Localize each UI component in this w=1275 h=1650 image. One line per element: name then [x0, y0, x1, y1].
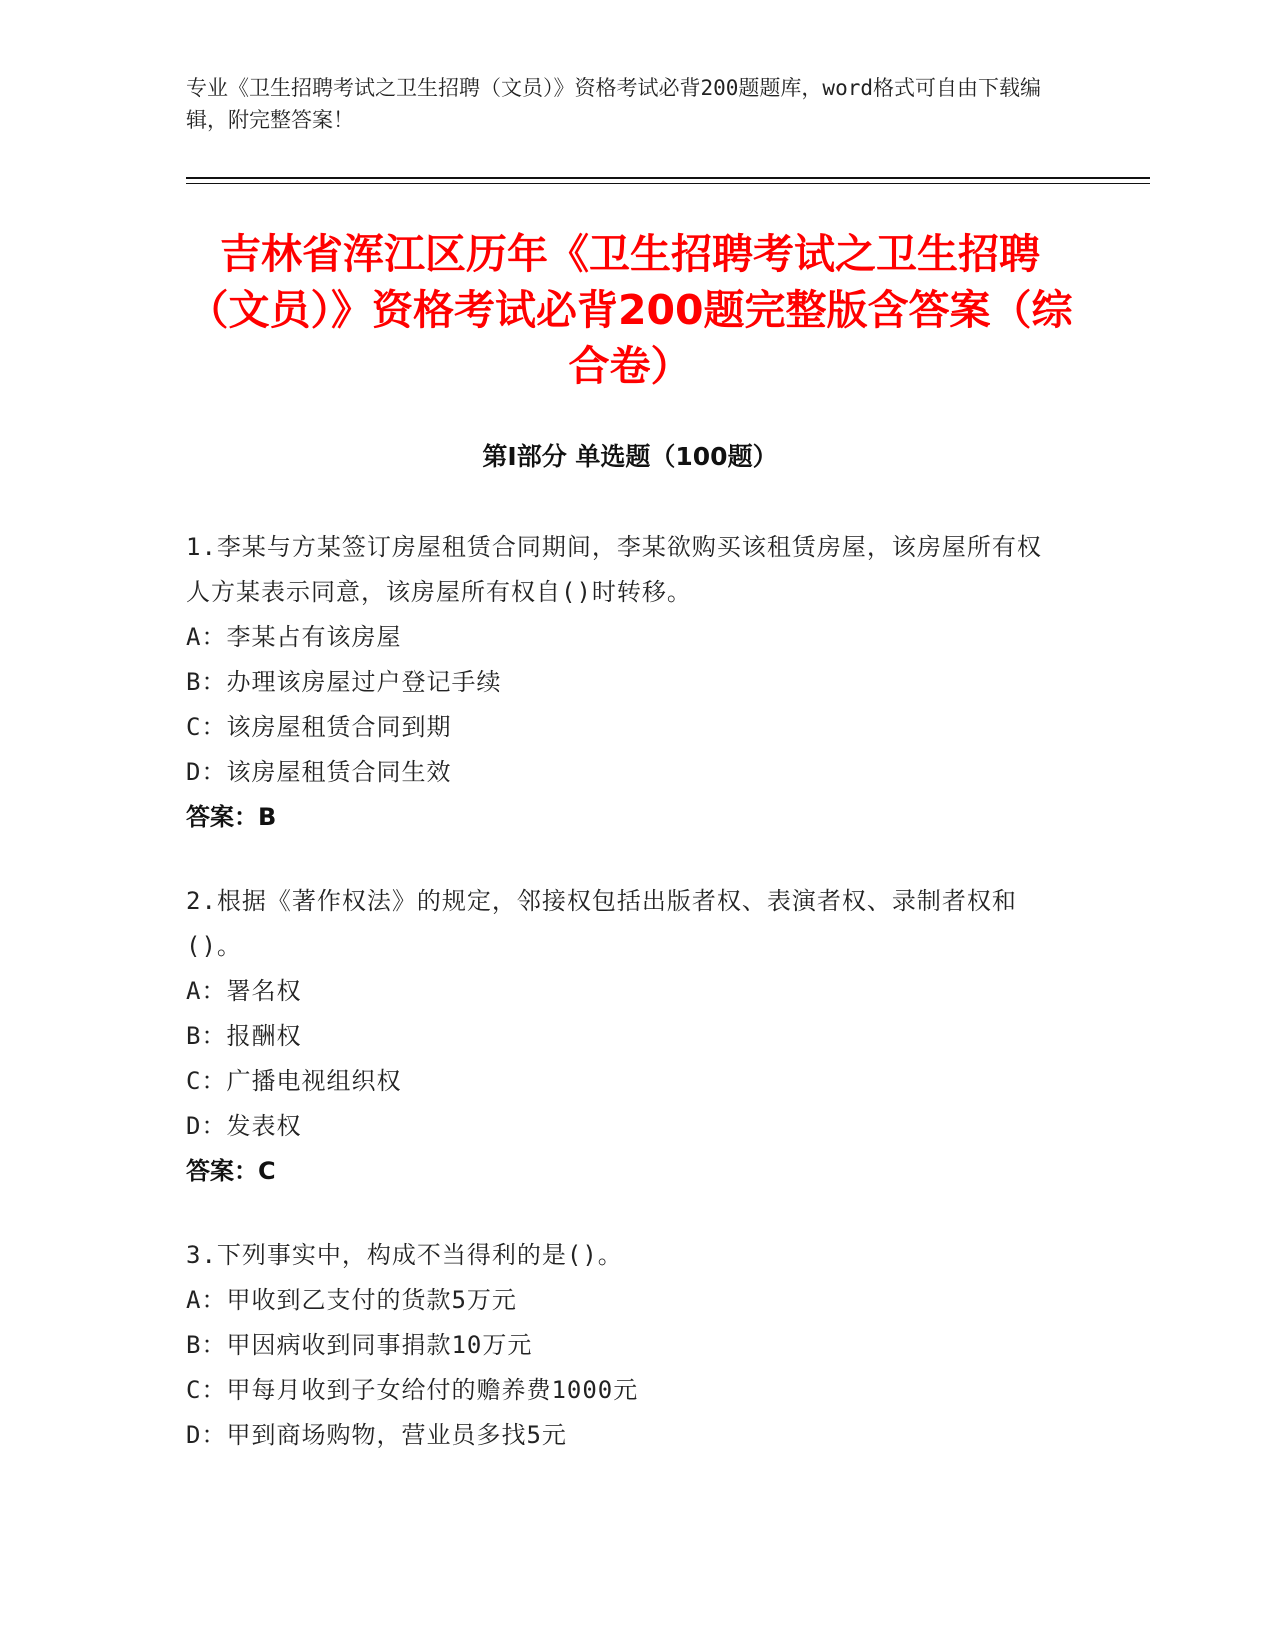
- option-c: C：甲每月收到子女给付的赡养费1000元: [186, 1376, 639, 1404]
- option-d: D：该房屋租赁合同生效: [186, 758, 452, 786]
- answer: 答案：C: [186, 1157, 276, 1185]
- answer: 答案：B: [186, 803, 277, 831]
- option-a: A：李某占有该房屋: [186, 623, 402, 651]
- header-rule-thin: [186, 183, 1150, 184]
- question-3: [186, 1233, 1066, 1458]
- question-stem: 3.下列事实中，构成不当得利的是()。: [186, 1241, 623, 1269]
- question-list: [186, 525, 1066, 1497]
- document-title: 吉林省浑江区历年《卫生招聘考试之卫生招聘（文员）》资格考试必背200题完整版含答案（综合卷）: [187, 230, 1073, 390]
- question-1: [186, 525, 1066, 840]
- option-d: D：甲到商场购物，营业员多找5元: [186, 1421, 567, 1449]
- section-title: 第Ⅰ部分 单选题（100题）: [482, 442, 778, 471]
- question-stem: 1.李某与方某签订房屋租赁合同期间，李某欲购买该租赁房屋，该房屋所有权人方某表示同意，该房屋所有权自()时转移。: [186, 533, 1042, 606]
- option-a: A：甲收到乙支付的货款5万元: [186, 1286, 517, 1314]
- option-b: B：甲因病收到同事捐款10万元: [186, 1331, 533, 1359]
- option-a: A：署名权: [186, 977, 302, 1005]
- header-note: 专业《卫生招聘考试之卫生招聘（文员）》资格考试必背200题题库，word格式可自由下载编辑，附完整答案！: [186, 76, 1041, 132]
- question-2: [186, 879, 1066, 1194]
- option-c: C：广播电视组织权: [186, 1067, 402, 1095]
- option-b: B：报酬权: [186, 1022, 302, 1050]
- option-c: C：该房屋租赁合同到期: [186, 713, 452, 741]
- question-stem: 2.根据《著作权法》的规定，邻接权包括出版者权、表演者权、录制者权和()。: [186, 887, 1017, 960]
- header-rule-thick: [186, 177, 1150, 179]
- option-b: B：办理该房屋过户登记手续: [186, 668, 502, 696]
- option-d: D：发表权: [186, 1112, 302, 1140]
